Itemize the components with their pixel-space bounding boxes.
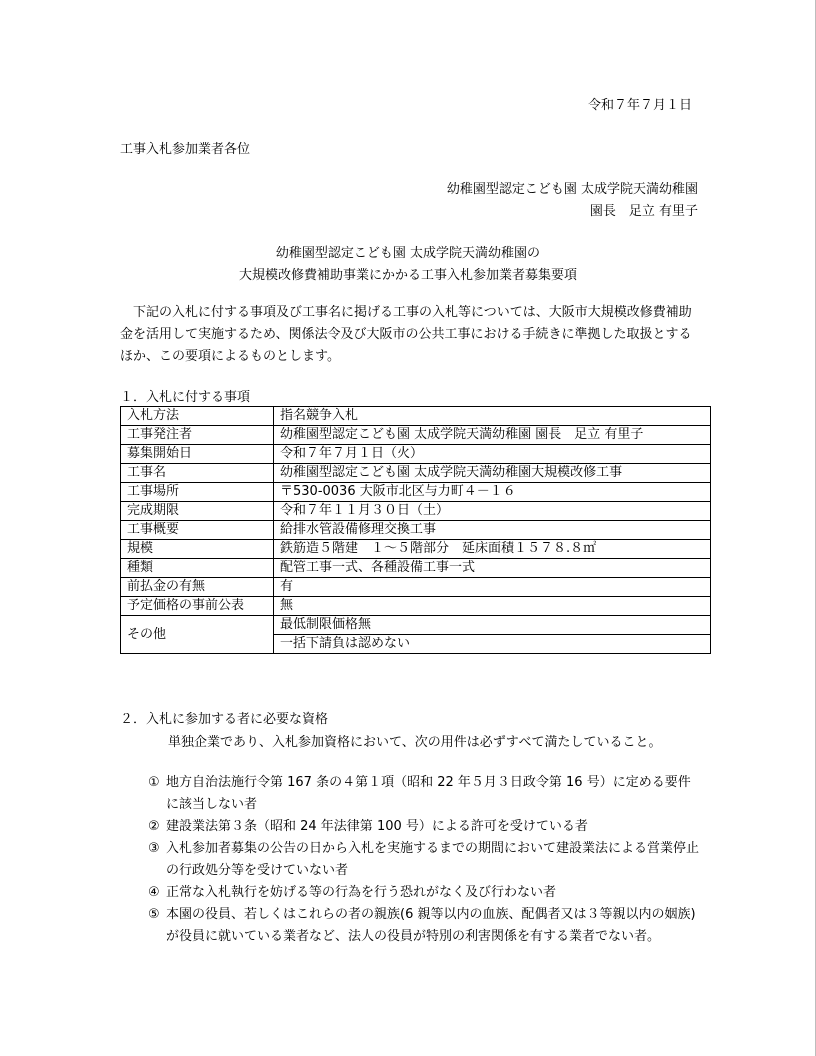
row-label: 前払金の有無 xyxy=(121,578,274,597)
document-title-line-1: 幼稚園型認定こども園 太成学院天満幼稚園の xyxy=(275,246,541,261)
table-row xyxy=(121,502,711,521)
row-value: 一括下請負は認めない xyxy=(274,635,711,654)
sender-representative: 園長 足立 有里子 xyxy=(589,204,698,219)
row-value: 〒530-0036 大阪市北区与力町４－１６ xyxy=(274,483,711,502)
row-label: 種類 xyxy=(121,559,274,578)
table-row xyxy=(121,597,711,616)
document-title-line-2: 大規模改修費補助事業にかかる工事入札参加業者募集要項 xyxy=(238,268,577,283)
requirement-item xyxy=(148,882,700,904)
table-row xyxy=(121,407,711,426)
requirement-marker: ① xyxy=(148,775,160,790)
row-label: 工事概要 xyxy=(121,521,274,540)
section-1-heading: １．入札に付する事項 xyxy=(120,390,251,405)
row-label: 工事場所 xyxy=(121,483,274,502)
requirement-text: 建設業法第３条（昭和 24 年法律第 100 号）による許可を受けている者 xyxy=(166,819,588,834)
addressee: 工事入札参加業者各位 xyxy=(120,142,251,157)
requirement-item xyxy=(148,838,700,882)
table-row xyxy=(121,445,711,464)
intro-paragraph: 下記の入札に付する事項及び工事名に掲げる工事の入札等については、大阪市大規模改修費補助金を活用して実施するため、関係法令及び大阪市の公共工事における手続きに準拠した取扱とするほか、この要項によるものとします。 xyxy=(120,305,692,364)
requirement-text: 入札参加者募集の公告の日から入札を実施するまでの期間において建設業法による営業停止の行政処分等を受けていない者 xyxy=(166,841,700,878)
row-value: 最低制限価格無 xyxy=(274,616,711,635)
document-date: 令和７年７月１日 xyxy=(587,98,692,113)
table-row xyxy=(121,559,711,578)
row-label: 規模 xyxy=(121,540,274,559)
requirement-marker: ③ xyxy=(148,841,160,856)
tender-items-table xyxy=(120,406,711,654)
requirement-text: 本園の役員、若しくはこれらの者の親族(6 親等以内の血族、配偶者又は３等親以内の姻族)が役員に就いている業者など、法人の役員が特別の利害関係を有する業者でない者。 xyxy=(166,907,696,944)
row-label: 工事名 xyxy=(121,464,274,483)
requirement-item xyxy=(148,816,700,838)
requirement-marker: ② xyxy=(148,819,160,834)
sender-organization: 幼稚園型認定こども園 太成学院天満幼稚園 xyxy=(446,182,698,197)
row-label: 入札方法 xyxy=(121,407,274,426)
requirement-marker: ⑤ xyxy=(148,907,160,922)
table-row xyxy=(121,483,711,502)
row-label: 募集開始日 xyxy=(121,445,274,464)
section-2-lead: 単独企業であり、入札参加資格において、次の用件は必ずすべて満たしていること。 xyxy=(168,735,662,750)
row-label: 予定価格の事前公表 xyxy=(121,597,274,616)
row-value: 令和７年１１月３０日（土） xyxy=(274,502,711,521)
row-value: 令和７年７月１日（火） xyxy=(274,445,711,464)
requirement-marker: ④ xyxy=(148,885,160,900)
row-value: 指名競争入札 xyxy=(274,407,711,426)
table-row xyxy=(121,426,711,445)
requirement-text: 地方自治法施行令第 167 条の４第１項（昭和 22 年５月３日政令第 16 号）に定める要件に該当しない者 xyxy=(166,775,691,812)
row-value: 無 xyxy=(274,597,711,616)
row-value: 給排水管設備修理交換工事 xyxy=(274,521,711,540)
table-row xyxy=(121,464,711,483)
row-label: 完成期限 xyxy=(121,502,274,521)
table-row xyxy=(121,540,711,559)
row-value: 幼稚園型認定こども園 太成学院天満幼稚園大規模改修工事 xyxy=(274,464,711,483)
row-value: 配管工事一式、各種設備工事一式 xyxy=(274,559,711,578)
requirement-item xyxy=(148,904,700,948)
table-row xyxy=(121,521,711,540)
row-value: 有 xyxy=(274,578,711,597)
table-row xyxy=(121,578,711,597)
row-label: その他 xyxy=(121,616,274,654)
row-value: 幼稚園型認定こども園 太成学院天満幼稚園 園長 足立 有里子 xyxy=(274,426,711,445)
table-row xyxy=(121,616,711,635)
section-2-heading: ２．入札に参加する者に必要な資格 xyxy=(120,712,329,727)
row-value: 鉄筋造５階建 １～５階部分 延床面積１５７８.８㎡ xyxy=(274,540,711,559)
requirement-text: 正常な入札執行を妨げる等の行為を行う恐れがなく及び行わない者 xyxy=(166,885,557,900)
requirement-item xyxy=(148,772,700,816)
row-label: 工事発注者 xyxy=(121,426,274,445)
